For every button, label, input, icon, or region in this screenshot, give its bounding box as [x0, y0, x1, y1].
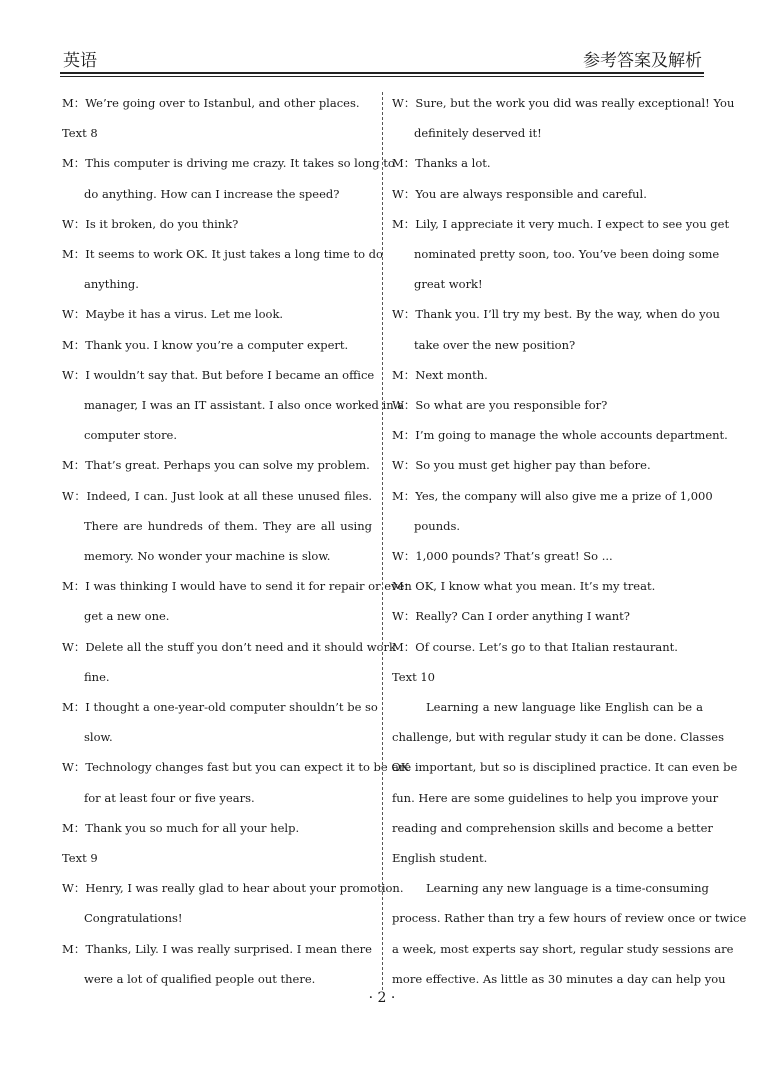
section-title — [392, 662, 703, 692]
text-line: M：Yes, the company will also give me a prize of 1,000 — [392, 488, 713, 503]
dialogue-turn — [392, 481, 713, 541]
text-line: were a lot of qualified people out there. — [84, 971, 316, 986]
dialogue-turn — [392, 148, 703, 178]
dialogue-turn — [392, 632, 703, 662]
text-line: manager, I was an IT assistant. I also once worked in a — [84, 398, 405, 413]
dialogue-turn — [62, 88, 372, 118]
text-line: M：This computer is driving me crazy. It takes so long to — [62, 156, 395, 171]
text-line: Learning any new language is a time-consuming — [426, 881, 709, 896]
text-line: W：Delete all the stuff you don’t need and it should work — [62, 639, 396, 654]
dialogue-turn — [62, 873, 404, 933]
dialogue-turn — [62, 934, 372, 994]
text-line: W：Technology changes fast but you can expect it to be OK — [62, 760, 410, 775]
text-line: W：I wouldn’t say that. But before I became an office — [62, 367, 375, 382]
dialogue-turn — [62, 571, 412, 631]
text-line: challenge, but with regular study it can be done. Classes — [392, 730, 724, 745]
text-line: Text 8 — [62, 126, 98, 141]
dialogue-turn — [62, 813, 372, 843]
text-line: M：We’re going over to Istanbul, and other places. — [62, 96, 360, 110]
text-line: W：Henry, I was really glad to hear about your promotion. — [62, 881, 404, 896]
section-title — [62, 118, 372, 148]
text-line: pounds. — [414, 518, 461, 533]
document-type-label: 参考答案及解析 — [583, 51, 702, 71]
text-line: W：Indeed, I can. Just look at all these unused files. — [62, 488, 372, 503]
dialogue-turn — [62, 330, 372, 360]
header-rule-thin — [60, 76, 704, 77]
text-line: M：Of course. Let’s go to that Italian restaurant. — [392, 639, 678, 654]
dialogue-turn — [392, 299, 720, 359]
right-column — [392, 88, 747, 994]
text-line: more effective. As little as 30 minutes a day can help you — [392, 971, 726, 986]
left-column — [62, 88, 412, 994]
paragraph — [392, 873, 747, 994]
dialogue-turn — [392, 420, 728, 450]
column-divider — [382, 92, 383, 990]
text-line: process. Rather than try a few hours of review once or twice — [392, 911, 747, 926]
dialogue-turn — [62, 148, 395, 208]
dialogue-turn — [392, 450, 703, 480]
page-header — [63, 46, 702, 70]
text-line: W：Really? Can I order anything I want? — [392, 609, 630, 624]
text-line: Text 10 — [392, 669, 435, 684]
text-line: M：Thank you so much for all your help. — [62, 820, 300, 835]
text-line: M：It seems to work OK. It just takes a long time to do — [62, 247, 383, 262]
text-line: slow. — [84, 730, 113, 745]
dialogue-turn — [392, 88, 735, 148]
dialogue-turn — [62, 752, 410, 812]
text-line: get a new one. — [84, 609, 170, 624]
text-line: reading and comprehension skills and become a better — [392, 820, 713, 835]
text-line: great work! — [414, 277, 483, 292]
text-line: a week, most experts say short, regular study sessions are — [392, 941, 734, 956]
text-line: definitely deserved it! — [414, 126, 542, 141]
text-line: W：Sure, but the work you did was really exceptional! You — [392, 96, 735, 110]
header-rule-thick — [60, 72, 704, 74]
dialogue-turn — [392, 571, 703, 601]
text-line: Congratulations! — [84, 911, 183, 926]
text-line: fun. Here are some guidelines to help you improve your — [392, 790, 719, 805]
text-line: W：So you must get higher pay than before. — [392, 458, 651, 473]
dialogue-turn — [392, 601, 703, 631]
text-line: There are hundreds of them. They are all using — [84, 518, 372, 533]
text-line: M：That’s great. Perhaps you can solve my problem. — [62, 458, 370, 473]
text-line: M：Lily, I appreciate it very much. I expect to see you get — [392, 216, 730, 231]
dialogue-turn — [392, 360, 703, 390]
subject-label: 英语 — [63, 51, 97, 71]
page-number: · 2 · — [368, 990, 396, 1006]
text-line: M：I was thinking I would have to send it for repair or even — [62, 579, 412, 594]
text-line: M：I thought a one-year-old computer shouldn’t be so — [62, 700, 378, 715]
text-line: anything. — [84, 277, 139, 292]
text-line: nominated pretty soon, too. You’ve been doing some — [414, 247, 720, 262]
dialogue-turn — [392, 179, 703, 209]
text-line: Learning a new language like English can be a — [426, 700, 703, 715]
text-line: W：Thank you. I’ll try my best. By the way, when do you — [392, 307, 720, 322]
dialogue-turn — [62, 239, 383, 299]
text-line: Text 9 — [62, 851, 98, 866]
text-line: memory. No wonder your machine is slow. — [84, 549, 331, 564]
text-line: M：OK, I know what you mean. It’s my treat. — [392, 579, 656, 594]
text-line: computer store. — [84, 428, 178, 443]
text-line: W：So what are you responsible for? — [392, 398, 608, 413]
text-line: W：Maybe it has a virus. Let me look. — [62, 307, 284, 322]
text-line: take over the new position? — [414, 337, 576, 352]
text-line: English student. — [392, 851, 488, 866]
text-line: M：Thanks, Lily. I was really surprised. I mean there — [62, 941, 372, 956]
text-line: are important, but so is disciplined practice. It can even be — [392, 760, 738, 775]
text-line: W：You are always responsible and careful. — [392, 186, 647, 201]
text-line: for at least four or five years. — [84, 790, 255, 805]
dialogue-turn — [62, 481, 372, 572]
dialogue-turn — [62, 692, 378, 752]
dialogue-turn — [392, 390, 703, 420]
text-line: W：1,000 pounds? That’s great! So ... — [392, 549, 613, 564]
text-line: do anything. How can I increase the speed? — [84, 186, 340, 201]
text-line: M：Thanks a lot. — [392, 156, 491, 171]
text-line: M：Next month. — [392, 367, 488, 382]
dialogue-turn — [392, 541, 703, 571]
dialogue-turn — [62, 632, 396, 692]
section-title — [62, 843, 372, 873]
paragraph — [392, 692, 738, 873]
dialogue-turn — [392, 209, 730, 300]
dialogue-turn — [62, 360, 405, 451]
dialogue-turn — [62, 450, 372, 480]
text-line: M：I’m going to manage the whole accounts department. — [392, 428, 728, 443]
dialogue-turn — [62, 209, 372, 239]
text-line: W：Is it broken, do you think? — [62, 216, 239, 231]
text-line: M：Thank you. I know you’re a computer expert. — [62, 337, 349, 352]
dialogue-turn — [62, 299, 372, 329]
text-line: fine. — [84, 669, 110, 684]
